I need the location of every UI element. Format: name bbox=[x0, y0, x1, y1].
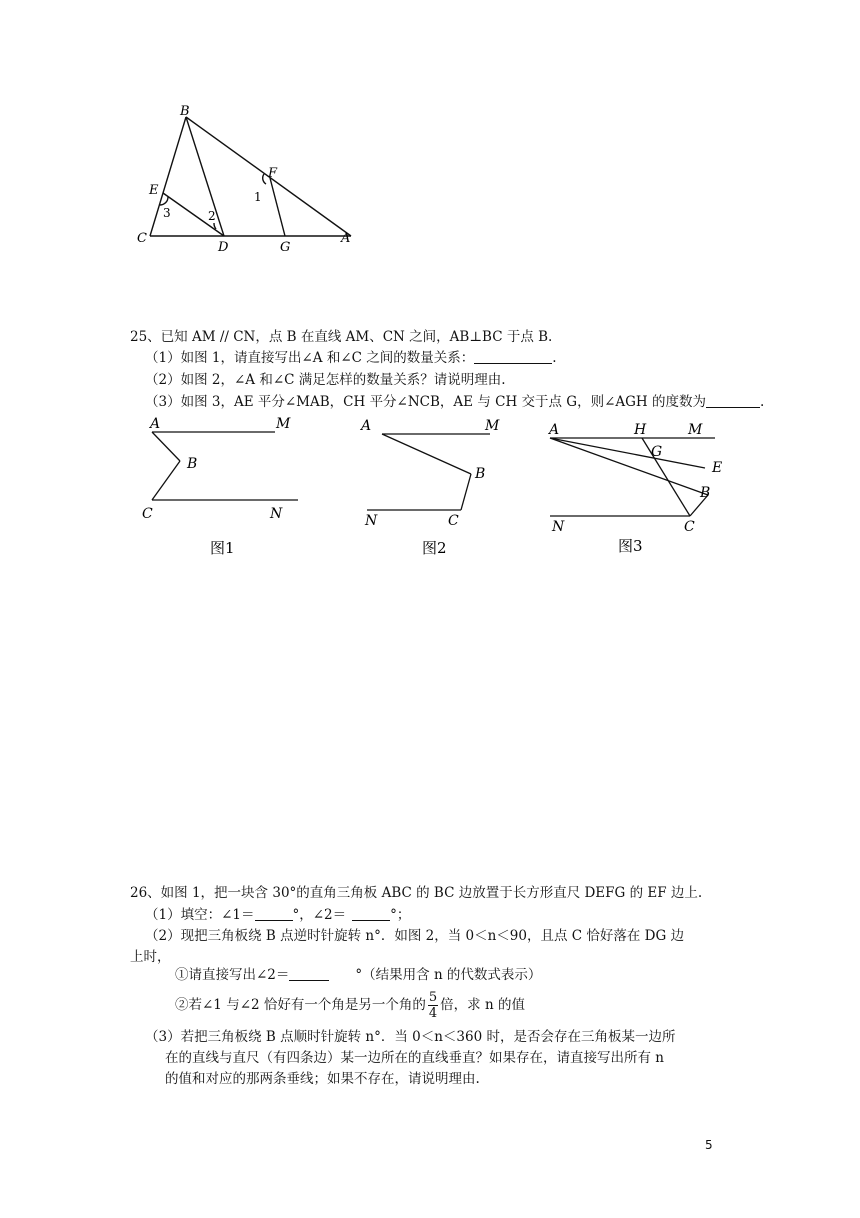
q26-part2-i bbox=[175, 965, 541, 985]
q26-part2-i-b: °（结果用含 n 的代数式表示） bbox=[355, 967, 542, 983]
fig2-A: A bbox=[361, 418, 372, 434]
fig3-H: H bbox=[634, 422, 647, 438]
figure-2 bbox=[355, 412, 525, 562]
answer-blank[interactable] bbox=[255, 906, 293, 921]
q26-part2-ii-b: 倍，求 n 的值 bbox=[440, 997, 525, 1013]
fig1-B: B bbox=[187, 456, 198, 472]
q26-part2-line2: 上时， bbox=[130, 949, 171, 965]
fraction bbox=[428, 990, 438, 1021]
answer-blank[interactable] bbox=[289, 966, 329, 981]
fig1-M: M bbox=[276, 416, 291, 432]
figure-1 bbox=[130, 412, 310, 562]
fig2-B: B bbox=[475, 466, 486, 482]
fig3-caption: 图3 bbox=[618, 537, 643, 555]
q26-part1-a: （1）填空：∠1＝ bbox=[145, 907, 255, 923]
q26-part1 bbox=[145, 905, 410, 925]
answer-blank[interactable] bbox=[474, 349, 552, 364]
fig1-N: N bbox=[270, 506, 283, 522]
label-B: B bbox=[180, 105, 190, 119]
fraction-numerator: 5 bbox=[428, 990, 438, 1005]
q25-part1-text: （1）如图 1，请直接写出∠A 和∠C 之间的数量关系： bbox=[145, 350, 475, 366]
fig1-A: A bbox=[150, 416, 161, 432]
q26-part3-line2: 在的直线与直尺（有四条边）某一边所在的直线垂直？如果存在，请直接写出所有 n bbox=[165, 1050, 664, 1066]
page-number: 5 bbox=[705, 1138, 713, 1152]
fig3-A: A bbox=[549, 422, 560, 438]
fig2-M: M bbox=[485, 418, 500, 434]
fig3-G: G bbox=[651, 444, 663, 460]
q26-stem: 26、如图 1，把一块含 30°的直角三角板 ABC 的 BC 边放置于长方形直尺 DEFG 的 EF 边上. bbox=[130, 885, 703, 901]
fig2-C: C bbox=[448, 513, 459, 529]
q26-part1-c: °； bbox=[390, 907, 411, 923]
figure-3 bbox=[540, 412, 740, 562]
fig1-caption: 图1 bbox=[210, 539, 235, 557]
q25-part3-text: （3）如图 3，AE 平分∠MAB，CH 平分∠NCB，AE 与 CH 交于点 G，则∠AGH 的度数为 bbox=[145, 394, 707, 410]
answer-blank[interactable] bbox=[706, 393, 760, 408]
angle-1: 1 bbox=[254, 190, 262, 204]
label-D: D bbox=[218, 240, 229, 255]
angle-3: 3 bbox=[163, 206, 171, 220]
q26-part2-line1: （2）现把三角板绕 B 点逆时针旋转 n°．如图 2，当 0＜n＜90，且点 C 恰好落在 DG 边 bbox=[145, 928, 685, 944]
q25-part3 bbox=[145, 392, 764, 412]
fig3-C: C bbox=[684, 519, 695, 535]
fig3-N: N bbox=[552, 519, 565, 535]
fig1-C: C bbox=[142, 506, 153, 522]
fig2-N: N bbox=[365, 513, 378, 529]
label-A: A bbox=[341, 231, 351, 246]
fig3-E: E bbox=[712, 460, 723, 476]
label-E: E bbox=[149, 183, 159, 198]
label-F: F bbox=[268, 166, 278, 181]
q26-part2-ii bbox=[175, 988, 525, 1022]
answer-blank[interactable] bbox=[352, 906, 390, 921]
q26-part2-ii-a: ②若∠1 与∠2 恰好有一个角是另一个角的 bbox=[175, 997, 426, 1013]
label-G: G bbox=[280, 240, 291, 255]
q26-part2-i-a: ①请直接写出∠2＝ bbox=[175, 967, 290, 983]
fraction-denominator: 4 bbox=[428, 1006, 438, 1021]
fig2-caption: 图2 bbox=[422, 539, 447, 557]
q25-part1-end: . bbox=[552, 350, 557, 366]
q25-part2: （2）如图 2，∠A 和∠C 满足怎样的数量关系？请说明理由. bbox=[145, 372, 506, 388]
q26-part3-line3: 的值和对应的那两条垂线；如果不存在，请说明理由. bbox=[165, 1071, 480, 1087]
q25-stem: 25、已知 AM // CN，点 B 在直线 AM、CN 之间，AB⊥BC 于点 B. bbox=[130, 329, 553, 345]
label-C: C bbox=[137, 231, 147, 246]
fig3-B: B bbox=[700, 485, 711, 501]
q25-part3-end: . bbox=[760, 394, 765, 410]
fig3-M: M bbox=[688, 422, 703, 438]
angle-2: 2 bbox=[208, 209, 216, 223]
q25-part1 bbox=[145, 348, 557, 368]
q26-part3-line1: （3）若把三角板绕 B 点顺时针旋转 n°．当 0＜n＜360 时，是否会存在三角板某一边所 bbox=[145, 1029, 676, 1045]
q26-part1-b: °，∠2＝ bbox=[292, 907, 347, 923]
triangle-figure bbox=[130, 105, 370, 255]
